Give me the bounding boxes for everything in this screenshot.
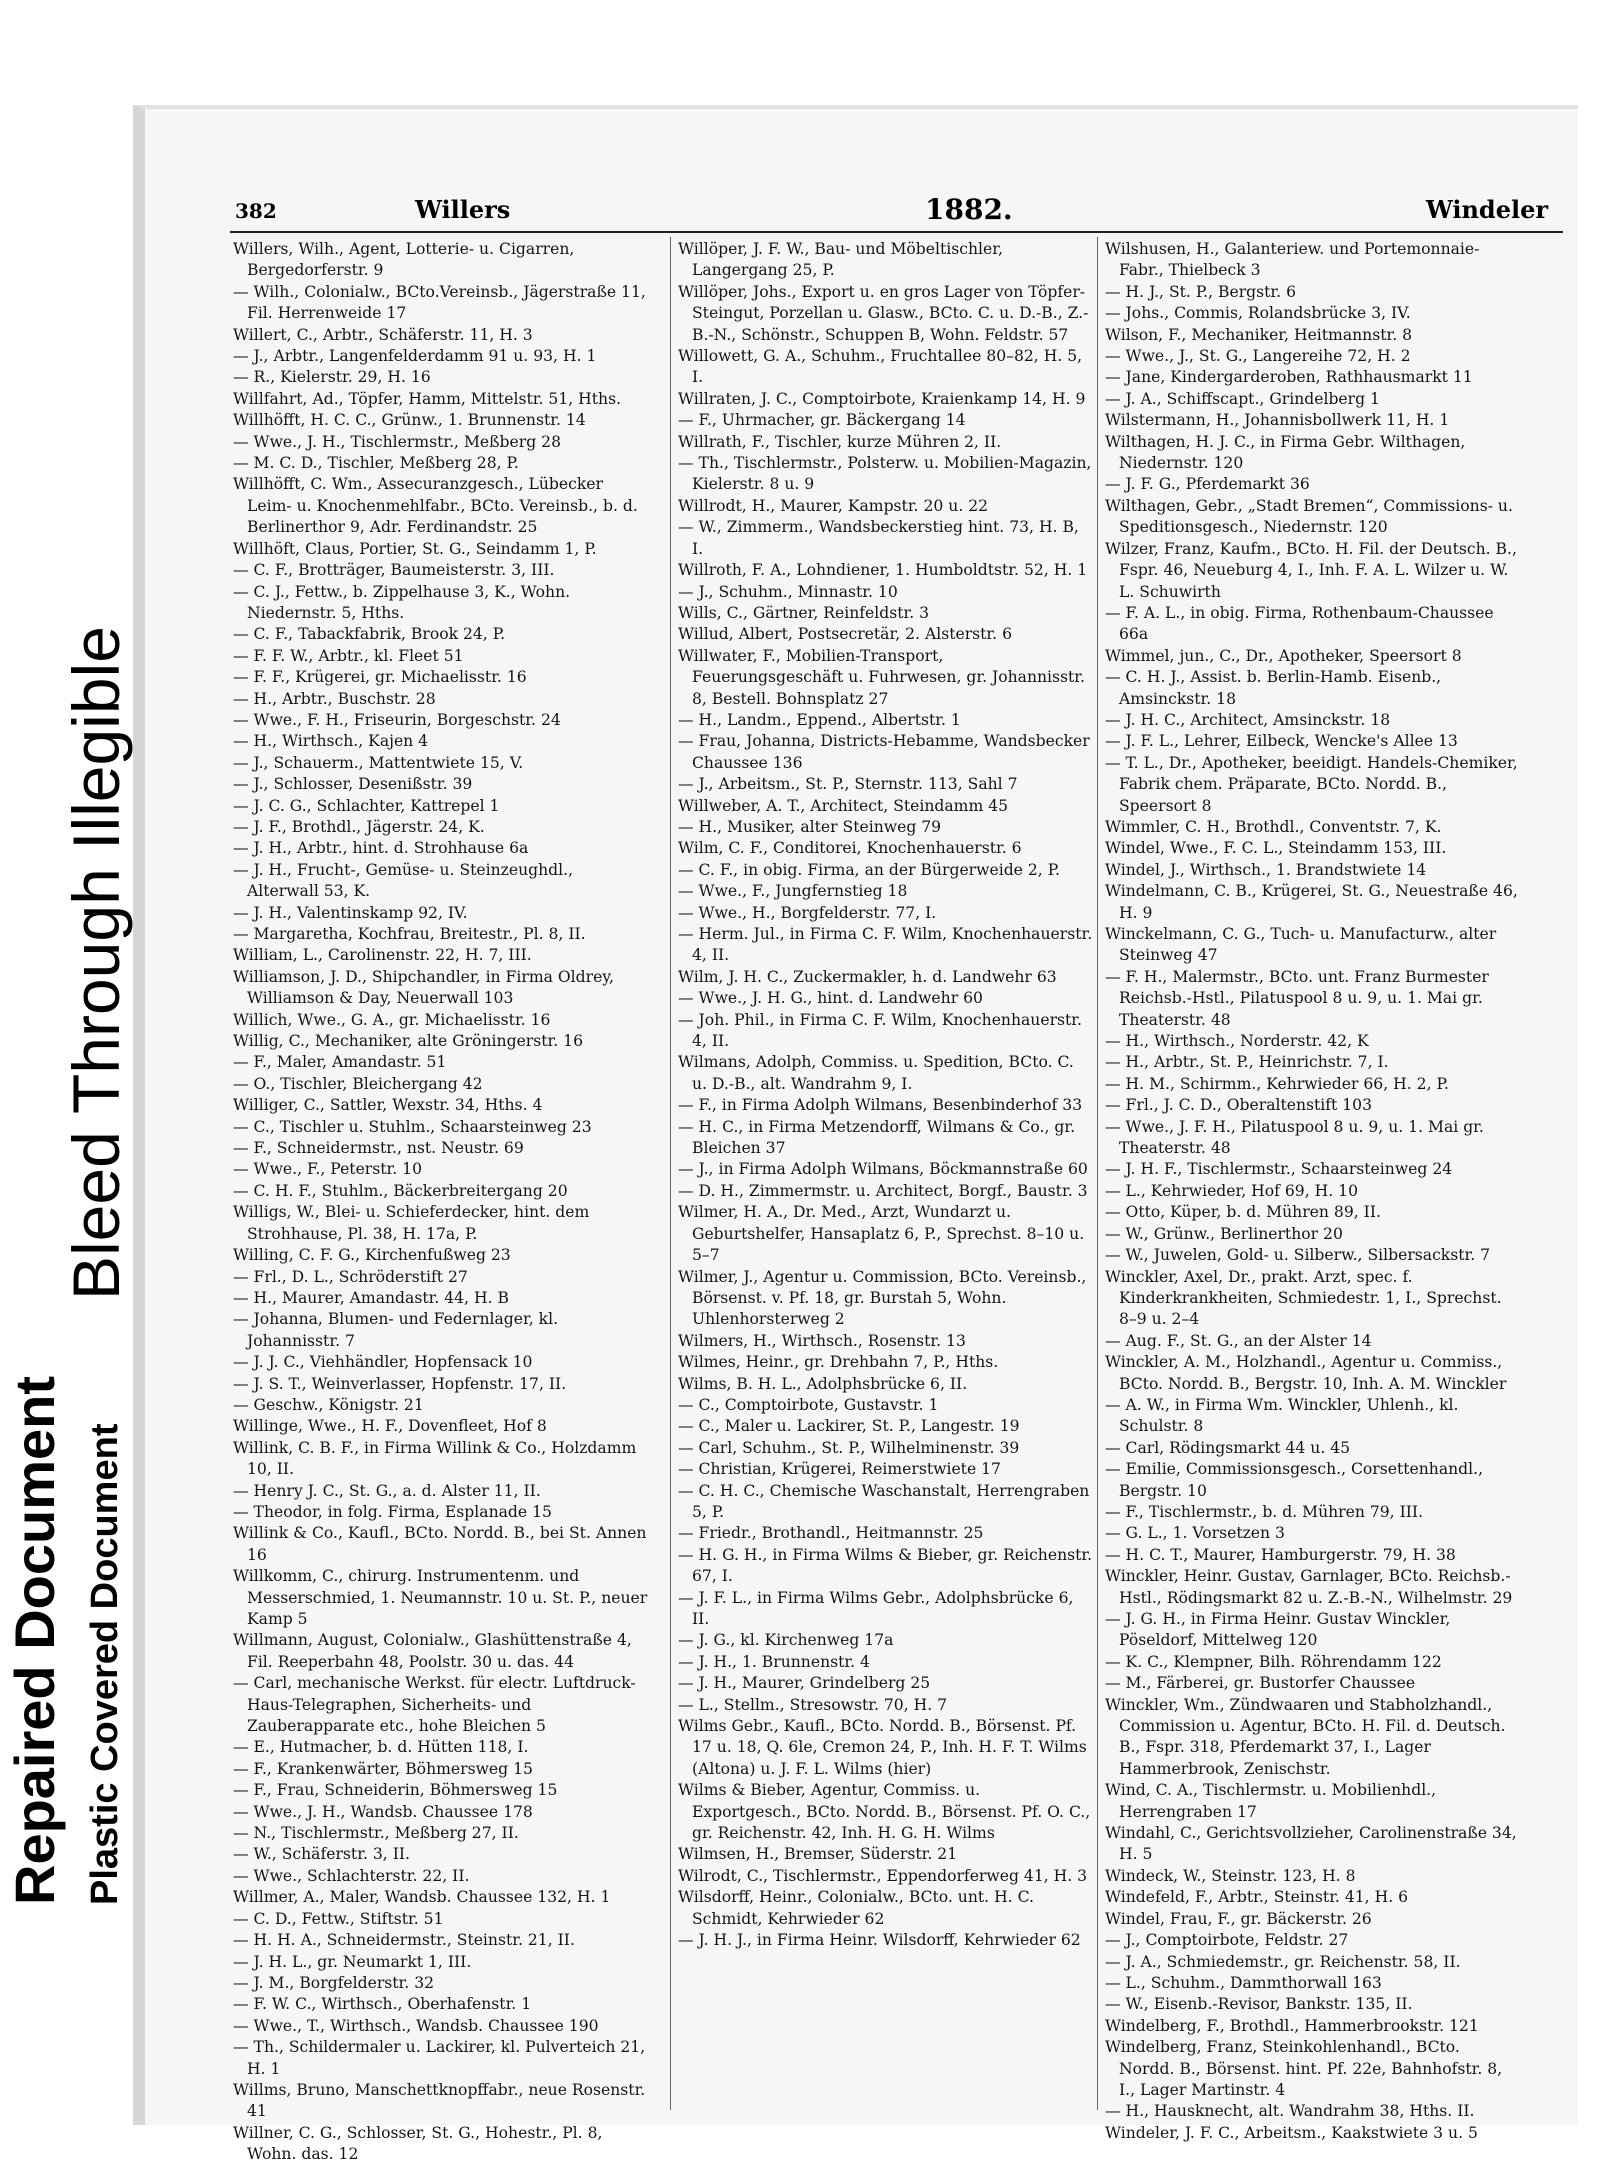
directory-entry: — D. H., Zimmermstr. u. Architect, Borgf., Baustr. 3 xyxy=(678,1181,1088,1200)
directory-entry: — F. W. C., Wirthsch., Oberhafenstr. 1 xyxy=(233,1995,532,2014)
directory-entry: Wilstermann, H., Johannisbollwerk 11, H. 1 xyxy=(1105,411,1450,430)
directory-entry: — Jane, Kindergarderoben, Rathhausmarkt 11 xyxy=(1105,368,1473,387)
directory-entry: — C. F., Brotträger, Baumeisterstr. 3, III. xyxy=(233,561,555,580)
directory-entry: — J. G. H., in Firma Heinr. Gustav Winckler, Pöseldorf, Mittelweg 120 xyxy=(1105,1610,1451,1650)
directory-entry: Wilzer, Franz, Kaufm., BCto. H. Fil. der Deutsch. B., Fspr. 46, Neueburg 4, I., Inh. F. A. L. Wilzer u. W. L. Schuwirth xyxy=(1105,539,1517,601)
directory-entry: — L., Stellm., Stresowstr. 70, H. 7 xyxy=(678,1695,948,1714)
directory-entry: — C. F., in obig. Firma, an der Bürgerweide 2, P. xyxy=(678,860,1060,879)
directory-entry: — Otto, Küper, b. d. Mühren 89, II. xyxy=(1105,1203,1381,1222)
directory-entry: — J., Schlosser, Desenißstr. 39 xyxy=(233,775,473,794)
directory-entry: — Wwe., J. F. H., Pilatuspool 8 u. 9, u. 1. Mai gr. Theaterstr. 48 xyxy=(1105,1117,1484,1158)
directory-entry: — J., Arbtr., Langenfelderdamm 91 u. 93, H. 1 xyxy=(233,347,597,366)
directory-entry: — Carl, Rödingsmarkt 44 u. 45 xyxy=(1105,1438,1351,1457)
directory-entry: Willroth, F. A., Lohndiener, 1. Humboldtstr. 52, H. 1 xyxy=(678,561,1088,580)
directory-entry: — Wwe., F., Peterstr. 10 xyxy=(233,1160,423,1179)
directory-entry: — C., Comptoirbote, Gustavstr. 1 xyxy=(678,1395,939,1414)
directory-entry: — J., Arbeitsm., St. P., Sternstr. 113, Sahl 7 xyxy=(678,775,1018,794)
directory-entry: Wilm, J. H. C., Zuckermakler, h. d. Landwehr 63 xyxy=(678,967,1057,986)
directory-entry: — O., Tischler, Bleichergang 42 xyxy=(233,1074,483,1093)
directory-entry: — Wwe., Schlachterstr. 22, II. xyxy=(233,1866,470,1885)
directory-entry: — F. H., Malermstr., BCto. unt. Franz Burmester Reichsb.-Hstl., Pilatuspool 8 u. 9, u. 1. Mai gr. Theaterstr. 48 xyxy=(1105,967,1489,1029)
directory-column-3 xyxy=(1105,239,1520,2144)
header-rule xyxy=(230,231,1563,233)
header-catchword-right: Windeler xyxy=(1425,195,1548,224)
directory-entry: — Wwe., F., Jungfernstieg 18 xyxy=(678,882,908,901)
directory-entry: — Herm. Jul., in Firma C. F. Wilm, Knochenhauerstr. 4, II. xyxy=(678,925,1093,965)
page-header xyxy=(235,189,1558,231)
directory-entry: Wind, C. A., Tischlermstr. u. Mobilienhdl., Herrengraben 17 xyxy=(1105,1781,1437,1821)
directory-entry: — C. H. J., Assist. b. Berlin-Hamb. Eisenb., Amsinckstr. 18 xyxy=(1105,668,1442,708)
directory-entry: — J., Comptoirbote, Feldstr. 27 xyxy=(1105,1931,1349,1950)
directory-entry: — F. F. W., Arbtr., kl. Fleet 51 xyxy=(233,646,464,665)
directory-entry: Wilrodt, C., Tischlermstr., Eppendorferweg 41, H. 3 xyxy=(678,1866,1088,1885)
directory-entry: — Theodor, in folg. Firma, Esplanade 15 xyxy=(233,1502,552,1521)
directory-entry: — J. H. L., gr. Neumarkt 1, III. xyxy=(233,1952,472,1971)
directory-entry: — Wwe., J., St. G., Langereihe 72, H. 2 xyxy=(1105,347,1411,366)
directory-entry: Wilsdorff, Heinr., Colonialw., BCto. unt. H. C. Schmidt, Kehrwieder 62 xyxy=(678,1888,1034,1928)
directory-entry: Wimmel, jun., C., Dr., Apotheker, Speersort 8 xyxy=(1105,646,1462,665)
directory-entry: Windefeld, F., Arbtr., Steinstr. 41, H. 6 xyxy=(1105,1888,1409,1907)
directory-entry: Windeler, J. F. C., Arbeitsm., Kaakstwiete 3 u. 5 xyxy=(1105,2123,1478,2142)
directory-entry: — H. M., Schirmm., Kehrwieder 66, H. 2, P. xyxy=(1105,1074,1449,1093)
directory-entry: Willud, Albert, Postsecretär, 2. Alsterstr. 6 xyxy=(678,625,1013,644)
directory-entry: Windelberg, F., Brothdl., Hammerbrookstr. 121 xyxy=(1105,2016,1479,2035)
directory-entry: — C. H. C., Chemische Waschanstalt, Herrengraben 5, P. xyxy=(678,1481,1090,1521)
directory-entry: — J. H., Arbtr., hint. d. Strohhause 6a xyxy=(233,839,529,858)
directory-entry: — J. H. J., in Firma Heinr. Wilsdorff, Kehrwieder 62 xyxy=(678,1931,1081,1950)
column-divider xyxy=(1097,237,1098,2110)
directory-entry: — C. D., Fettw., Stiftstr. 51 xyxy=(233,1909,444,1928)
directory-entry: — C., Tischler u. Stuhlm., Schaarsteinweg 23 xyxy=(233,1117,592,1136)
directory-entry: — Frl., J. C. D., Oberaltenstift 103 xyxy=(1105,1096,1373,1115)
directory-entry: — R., Kielerstr. 29, H. 16 xyxy=(233,368,431,387)
directory-entry: Wilmer, J., Agentur u. Commission, BCto. Vereinsb., Börsenst. v. Pf. 18, gr. Burstah 5, Wohn. Uhlenhorsterweg 2 xyxy=(678,1267,1087,1329)
directory-entry: Willink, C. B. F., in Firma Willink & Co., Holzdamm 10, II. xyxy=(233,1438,637,1479)
directory-entry: — J. F. G., Pferdemarkt 36 xyxy=(1105,475,1310,494)
directory-entry: — J. H., Maurer, Grindelberg 25 xyxy=(678,1674,931,1693)
directory-entry: — K. C., Klempner, Bilh. Röhrendamm 122 xyxy=(1105,1652,1442,1671)
directory-entry: — F., Frau, Schneiderin, Böhmersweg 15 xyxy=(233,1781,558,1800)
directory-entry: — L., Schuhm., Dammthorwall 163 xyxy=(1105,1973,1382,1992)
directory-entry: Windelmann, C. B., Krügerei, St. G., Neuestraße 46, H. 9 xyxy=(1105,882,1518,922)
directory-entry: Willinge, Wwe., H. F., Dovenfleet, Hof 8 xyxy=(233,1417,547,1436)
header-catchword-left: Willers xyxy=(415,195,511,224)
directory-entry: — J. G., kl. Kirchenweg 17a xyxy=(678,1631,894,1650)
directory-entry: — Friedr., Brothandl., Heitmannstr. 25 xyxy=(678,1524,984,1543)
directory-entry: — Frl., D. L., Schröderstift 27 xyxy=(233,1267,468,1286)
directory-entry: — J., Schauerm., Mattentwiete 15, V. xyxy=(233,753,524,772)
directory-entry: Winckler, Axel, Dr., prakt. Arzt, spec. f. Kinderkrankheiten, Schmiedestr. 1, I., Sprechst. 8–9 u. 2–4 xyxy=(1105,1267,1502,1329)
directory-entry: — Th., Tischlermstr., Polsterw. u. Mobilien-Magazin, Kielerstr. 8 u. 9 xyxy=(678,454,1092,494)
directory-entry: — Henry J. C., St. G., a. d. Alster 11, II. xyxy=(233,1481,541,1500)
directory-entry: — Margaretha, Kochfrau, Breitestr., Pl. 8, II. xyxy=(233,925,586,943)
directory-entry: — Joh. Phil., in Firma C. F. Wilm, Knochenhauerstr. 4, II. xyxy=(678,1010,1082,1051)
directory-entry: — H., Wirthsch., Kajen 4 xyxy=(233,732,429,751)
directory-entry: Wilmes, Heinr., gr. Drehbahn 7, P., Hths. xyxy=(678,1353,999,1372)
directory-entry: Windahl, C., Gerichtsvollzieher, Carolinenstraße 34, H. 5 xyxy=(1105,1824,1517,1864)
directory-entry: — Aug. F., St. G., an der Alster 14 xyxy=(1105,1331,1372,1350)
directory-entry: Windel, Frau, F., gr. Bäckerstr. 26 xyxy=(1105,1909,1372,1928)
directory-entry: — F. F., Krügerei, gr. Michaelisstr. 16 xyxy=(233,668,527,687)
directory-entry: — Wwe., T., Wirthsch., Wandsb. Chaussee 190 xyxy=(233,2016,599,2035)
directory-entry: Willweber, A. T., Architect, Steindamm 45 xyxy=(678,796,1009,815)
directory-entry: — F., Tischlermstr., b. d. Mühren 79, III. xyxy=(1105,1502,1424,1521)
directory-entry: Willkomm, C., chirurg. Instrumentenm. und Messerschmied, 1. Neumannstr. 10 u. St. P., neuer Kamp 5 xyxy=(233,1567,648,1628)
directory-entry: — Johs., Commis, Rolandsbrücke 3, IV. xyxy=(1105,304,1411,323)
directory-entry: Williger, C., Sattler, Wexstr. 34, Hths. 4 xyxy=(233,1096,543,1115)
directory-entry: — C. J., Fettw., b. Zippelhause 3, K., Wohn. Niedernstr. 5, Hths. xyxy=(233,582,571,622)
directory-entry: — Wilh., Colonialw., BCto.Vereinsb., Jägerstraße 11, Fil. Herrenweide 17 xyxy=(233,282,646,323)
directory-entry: — W., Zimmerm., Wandsbeckerstieg hint. 73, H. B, I. xyxy=(678,518,1079,558)
directory-entry: Willig, C., Mechaniker, alte Gröningerstr. 16 xyxy=(233,1032,584,1051)
directory-entry: — C. H. F., Stuhlm., Bäckerbreitergang 20 xyxy=(233,1181,568,1200)
directory-entry: Wilmers, H., Wirthsch., Rosenstr. 13 xyxy=(678,1331,966,1350)
directory-entry: — H., Maurer, Amandastr. 44, H. B xyxy=(233,1288,509,1307)
directory-entry: Willrodt, H., Maurer, Kampstr. 20 u. 22 xyxy=(678,496,989,515)
directory-entry: — H., Landm., Eppend., Albertstr. 1 xyxy=(678,710,961,729)
directory-entry: — J. H. F., Tischlermstr., Schaarsteinweg 24 xyxy=(1105,1160,1453,1179)
directory-entry: — J. H., Frucht-, Gemüse- u. Steinzeughdl., Alterwall 53, K. xyxy=(233,860,574,901)
directory-entry: Wills, C., Gärtner, Reinfeldstr. 3 xyxy=(678,603,930,622)
directory-entry: Winckler, A. M., Holzhandl., Agentur u. Commiss., BCto. Nordd. B., Bergstr. 10, Inh. A. M. Winckler xyxy=(1105,1353,1507,1393)
directory-entry: — Frau, Johanna, Districts-Hebamme, Wandsbecker Chaussee 136 xyxy=(678,732,1090,772)
directory-entry: Willers, Wilh., Agent, Lotterie- u. Cigarren, Bergedorferstr. 9 xyxy=(233,240,575,280)
directory-page xyxy=(133,105,1578,2164)
directory-entry: — G. L., 1. Vorsetzen 3 xyxy=(1105,1524,1285,1543)
directory-entry: Wimmler, C. H., Brothdl., Conventstr. 7, K. xyxy=(1105,817,1442,836)
directory-entry: Wilms, B. H. L., Adolphsbrücke 6, II. xyxy=(678,1374,968,1393)
directory-entry: — L., Kehrwieder, Hof 69, H. 10 xyxy=(1105,1181,1358,1200)
directory-entry: Willrath, F., Tischler, kurze Mühren 2, II. xyxy=(678,432,1002,451)
directory-entry: — J. J. C., Viehhändler, Hopfensack 10 xyxy=(233,1353,533,1372)
directory-entry: Wilmer, H. A., Dr. Med., Arzt, Wundarzt u. Geburtshelfer, Hansaplatz 6, P., Sprechst. 8–10 u. 5–7 xyxy=(678,1203,1085,1265)
directory-entry: Windeck, W., Steinstr. 123, H. 8 xyxy=(1105,1866,1356,1885)
directory-entry: Willöper, Johs., Export u. en gros Lager von Töpfer-Steingut, Porzellan u. Glasw., BCto. C. u. D.-B., Z.-B.-N., Schönstr., Schuppen B, Wohn. Feldstr. 57 xyxy=(678,282,1089,344)
directory-entry: — W., Grünw., Berlinerthor 20 xyxy=(1105,1224,1343,1243)
directory-entry: — F., Schneidermstr., nst. Neustr. 69 xyxy=(233,1139,524,1158)
directory-entry: — J. F., Brothdl., Jägerstr. 24, K. xyxy=(233,817,485,836)
directory-entry: — W., Schäferstr. 3, II. xyxy=(233,1845,410,1864)
header-year: 1882. xyxy=(925,193,1013,226)
directory-entry: — H., Arbtr., Buschstr. 28 xyxy=(233,689,436,708)
directory-entry: — W., Juwelen, Gold- u. Silberw., Silbersackstr. 7 xyxy=(1105,1246,1491,1265)
directory-entry: — A. W., in Firma Wm. Winckler, Uhlenh., kl. Schulstr. 8 xyxy=(1105,1395,1459,1436)
directory-entry: — H. J., St. P., Bergstr. 6 xyxy=(1105,282,1297,301)
directory-entry: — J., Schuhm., Minnastr. 10 xyxy=(678,582,898,601)
directory-entry: — T. L., Dr., Apotheker, beeidigt. Handels-Chemiker, Fabrik chem. Präparate, BCto. Nordd. B., Speersort 8 xyxy=(1105,753,1518,815)
directory-entry: — F., Uhrmacher, gr. Bäckergang 14 xyxy=(678,411,966,430)
directory-entry: — Th., Schildermaler u. Lackirer, kl. Pulverteich 21, H. 1 xyxy=(233,2038,646,2078)
directory-entry: Willöper, J. F. W., Bau- und Möbeltischler, Langergang 25, P. xyxy=(678,240,1003,280)
directory-entry: — W., Eisenb.-Revisor, Bankstr. 135, II. xyxy=(1105,1995,1413,2014)
directory-entry: — J. C. G., Schlachter, Kattrepel 1 xyxy=(233,796,500,815)
directory-entry: — Geschw., Königstr. 21 xyxy=(233,1395,424,1414)
directory-entry: — Wwe., J. H., Tischlermstr., Meßberg 28 xyxy=(233,432,562,451)
directory-entry: Willich, Wwe., G. A., gr. Michaelisstr. 16 xyxy=(233,1010,551,1029)
page-number: 382 xyxy=(235,199,277,223)
directory-entry: Willink & Co., Kaufl., BCto. Nordd. B., bei St. Annen 16 xyxy=(233,1524,647,1564)
directory-entry: Winckler, Wm., Zündwaaren und Stabholzhandl., Commission u. Agentur, BCto. H. Fil. d. Deutsch. B., Fspr. 318, Pferdemarkt 37, I., Lager Hammerbrook, Zenischstr. xyxy=(1105,1695,1506,1778)
directory-entry: — N., Tischlermstr., Meßberg 27, II. xyxy=(233,1824,519,1843)
directory-entry: — F. A. L., in obig. Firma, Rothenbaum-Chaussee 66a xyxy=(1105,603,1494,644)
directory-entry: Willigs, W., Blei- u. Schieferdecker, hint. dem Strohhause, Pl. 38, H. 17a, P. xyxy=(233,1203,590,1243)
directory-entry: — Wwe., J. H., Wandsb. Chaussee 178 xyxy=(233,1802,533,1821)
directory-entry: — J. A., Schmiedemstr., gr. Reichenstr. 58, II. xyxy=(1105,1952,1461,1971)
column-divider xyxy=(670,237,671,2110)
directory-entry: Willraten, J. C., Comptoirbote, Kraienkamp 14, H. 9 xyxy=(678,389,1086,408)
directory-entry: Willert, C., Arbtr., Schäferstr. 11, H. 3 xyxy=(233,325,533,344)
directory-entry: — H. H. A., Schneidermstr., Steinstr. 21, II. xyxy=(233,1931,575,1950)
directory-entry: — J. A., Schiffscapt., Grindelberg 1 xyxy=(1105,389,1380,408)
directory-entry: — C. F., Tabackfabrik, Brook 24, P. xyxy=(233,625,506,644)
directory-entry: Wilm, C. F., Conditorei, Knochenhauerstr. 6 xyxy=(678,839,1022,858)
directory-entry: Wilshusen, H., Galanteriew. und Portemonnaie-Fabr., Thielbeck 3 xyxy=(1105,240,1480,280)
directory-entry: — E., Hutmacher, b. d. Hütten 118, I. xyxy=(233,1738,529,1757)
directory-entry: — Emilie, Commissionsgesch., Corsettenhandl., Bergstr. 10 xyxy=(1105,1460,1484,1500)
directory-entry: Willmann, August, Colonialw., Glashüttenstraße 4, Fil. Reeperbahn 48, Poolstr. 30 u. das. 44 xyxy=(233,1631,632,1671)
directory-entry: Willwater, F., Mobilien-Transport, Feuerungsgeschäft u. Fuhrwesen, gr. Johannisstr. 8, Bestell. Bohnsplatz 27 xyxy=(678,646,1086,708)
directory-entry: — H. G. H., in Firma Wilms & Bieber, gr. Reichenstr. 67, I. xyxy=(678,1545,1093,1586)
repaired-document-label: Repaired Document xyxy=(3,1376,66,1905)
directory-entry: Willmer, A., Maler, Wandsb. Chaussee 132, H. 1 xyxy=(233,1888,611,1907)
directory-entry: Wilmsen, H., Bremser, Süderstr. 21 xyxy=(678,1845,958,1864)
directory-column-1 xyxy=(233,239,648,2166)
directory-entry: — H., Arbtr., St. P., Heinrichstr. 7, I. xyxy=(1105,1053,1389,1072)
directory-entry: Wilthagen, H. J. C., in Firma Gebr. Wilthagen, Niedernstr. 120 xyxy=(1105,432,1466,473)
directory-entry: Willing, C. F. G., Kirchenfußweg 23 xyxy=(233,1246,511,1265)
directory-entry: Willhöfft, C. Wm., Assecuranzgesch., Lübecker Leim- u. Knochenmehlfabr., BCto. Vereinsb., b. d. Berlinerthor 9, Adr. Ferdinandstr. 25 xyxy=(233,475,638,537)
directory-entry: — H., Wirthsch., Norderstr. 42, K xyxy=(1105,1032,1369,1051)
directory-entry: Wilms Gebr., Kaufl., BCto. Nordd. B., Börsenst. Pf. 17 u. 18, Q. 6le, Cremon 24, P., Inh. H. F. T. Wilms (Altona) u. J. F. L. Wilms (hier) xyxy=(678,1717,1087,1778)
directory-entry: — H. C., in Firma Metzendorff, Wilmans & Co., gr. Bleichen 37 xyxy=(678,1117,1076,1158)
directory-entry: Windelberg, Franz, Steinkohlenhandl., BCto. Nordd. B., Börsenst. hint. Pf. 22e, Bahnhofstr. 8, I., Lager Martinstr. 4 xyxy=(1105,2038,1503,2099)
directory-entry: Winckler, Heinr. Gustav, Garnlager, BCto. Reichsb.-Hstl., Rödingsmarkt 82 u. Z.-B.-N., Wilhelmstr. 29 xyxy=(1105,1567,1513,1607)
directory-entry: Willowett, G. A., Schuhm., Fruchtallee 80–82, H. 5, I. xyxy=(678,347,1083,387)
directory-entry: Wilthagen, Gebr., „Stadt Bremen“, Commissions- u. Speditionsgesch., Niedernstr. 120 xyxy=(1105,496,1513,537)
directory-entry: — M., Färberei, gr. Bustorfer Chaussee xyxy=(1105,1674,1416,1693)
directory-entry: — Wwe., J. H. G., hint. d. Landwehr 60 xyxy=(678,989,983,1008)
bleed-through-label: Bleed Through Illegible xyxy=(59,626,133,1300)
directory-entry: Willms, Bruno, Manschettknopffabr., neue Rosenstr. 41 xyxy=(233,2080,646,2121)
directory-entry: Wilson, F., Mechaniker, Heitmannstr. 8 xyxy=(1105,325,1413,344)
directory-column-2 xyxy=(678,239,1093,1952)
directory-entry: — H., Musiker, alter Steinweg 79 xyxy=(678,817,942,836)
directory-entry: Williamson, J. D., Shipchandler, in Firma Oldrey, Williamson & Day, Neuerwall 103 xyxy=(233,967,614,1008)
directory-entry: — J., in Firma Adolph Wilmans, Böckmannstraße 60 xyxy=(678,1160,1088,1179)
directory-entry: — J. H., 1. Brunnenstr. 4 xyxy=(678,1652,870,1671)
directory-entry: — H. C. T., Maurer, Hamburgerstr. 79, H. 38 xyxy=(1105,1545,1456,1564)
directory-entry: — F., in Firma Adolph Wilmans, Besenbinderhof 33 xyxy=(678,1096,1083,1115)
directory-entry: Wilmans, Adolph, Commiss. u. Spedition, BCto. C. u. D.-B., alt. Wandrahm 9, I. xyxy=(678,1053,1074,1093)
directory-entry: — J. H. C., Architect, Amsinckstr. 18 xyxy=(1105,710,1391,729)
directory-entry: — Carl, mechanische Werkst. für electr. Luftdruck-Haus-Telegraphen, Sicherheits- und Zauberapparate etc., hohe Bleichen 5 xyxy=(233,1674,636,1736)
plastic-covered-label: Plastic Covered Document xyxy=(84,1423,126,1905)
directory-entry: — J. H., Valentinskamp 92, IV. xyxy=(233,903,468,922)
directory-entry: William, L., Carolinenstr. 22, H. 7, III. xyxy=(233,946,532,965)
directory-entry: Windel, J., Wirthsch., 1. Brandstwiete 14 xyxy=(1105,860,1427,879)
directory-entry: — M. C. D., Tischler, Meßberg 28, P. xyxy=(233,454,519,473)
directory-entry: — J. F. L., in Firma Wilms Gebr., Adolphsbrücke 6, II. xyxy=(678,1588,1074,1628)
directory-entry: — C., Maler u. Lackirer, St. P., Langestr. 19 xyxy=(678,1417,1020,1436)
directory-entry: — F., Maler, Amandastr. 51 xyxy=(233,1053,447,1072)
directory-entry: Willhöft, Claus, Portier, St. G., Seindamm 1, P. xyxy=(233,539,597,558)
directory-entry: — Wwe., F. H., Friseurin, Borgeschstr. 24 xyxy=(233,710,561,729)
directory-entry: Wilms & Bieber, Agentur, Commiss. u. Exportgesch., BCto. Nordd. B., Börsenst. Pf. O. C., gr. Reichenstr. 42, Inh. H. G. H. Wilms xyxy=(678,1781,1091,1843)
directory-entry: Willfahrt, Ad., Töpfer, Hamm, Mittelstr. 51, Hths. xyxy=(233,389,622,408)
directory-entry: — Carl, Schuhm., St. P., Wilhelminenstr. 39 xyxy=(678,1438,1020,1457)
directory-entry: — Wwe., H., Borgfelderstr. 77, I. xyxy=(678,903,937,922)
directory-entry: Willner, C. G., Schlosser, St. G., Hohestr., Pl. 8, Wohn. das. 12 xyxy=(233,2123,603,2164)
directory-entry: — J. S. T., Weinverlasser, Hopfenstr. 17, II. xyxy=(233,1374,567,1393)
directory-entry: — Johanna, Blumen- und Federnlager, kl. Johannisstr. 7 xyxy=(233,1310,559,1350)
directory-entry: Windel, Wwe., F. C. L., Steindamm 153, III. xyxy=(1105,839,1447,858)
directory-entry: Willhöfft, H. C. C., Grünw., 1. Brunnenstr. 14 xyxy=(233,411,586,430)
directory-entry: — Christian, Krügerei, Reimerstwiete 17 xyxy=(678,1460,1001,1479)
directory-entry: — J. F. L., Lehrer, Eilbeck, Wencke's Allee 13 xyxy=(1105,732,1458,751)
directory-entry: — H., Hausknecht, alt. Wandrahm 38, Hths. II. xyxy=(1105,2102,1475,2121)
directory-entry: — J. M., Borgfelderstr. 32 xyxy=(233,1973,435,1992)
directory-entry: Winckelmann, C. G., Tuch- u. Manufacturw., alter Steinweg 47 xyxy=(1105,925,1497,965)
directory-entry: — F., Krankenwärter, Böhmersweg 15 xyxy=(233,1759,533,1778)
